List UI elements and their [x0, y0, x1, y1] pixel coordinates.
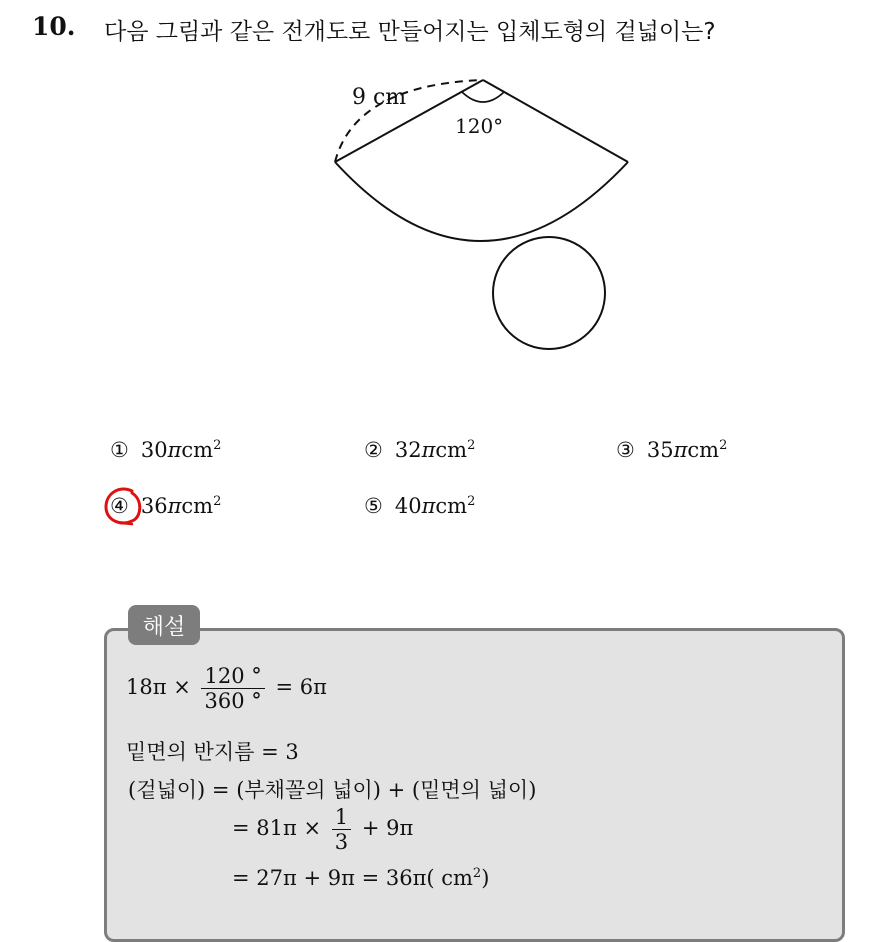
choice-unit: cm	[181, 494, 214, 518]
choice-2[interactable]	[364, 438, 475, 462]
angle-label: 120°	[455, 114, 504, 138]
fraction-denominator: 360 °	[204, 689, 262, 714]
choice-number: ⑤	[364, 494, 383, 518]
solution-text: = 6π	[275, 675, 327, 700]
choice-number: ③	[616, 438, 635, 462]
solution-text: )	[481, 866, 490, 890]
choice-exponent: 2	[719, 438, 728, 453]
choice-exponent: 2	[467, 494, 476, 509]
choice-unit: cm	[435, 494, 468, 518]
choice-unit: cm	[181, 438, 214, 462]
question-text: 다음 그림과 같은 전개도로 만들어지는 입체도형의 겉넓이는?	[104, 19, 716, 45]
choice-exponent: 2	[213, 494, 222, 509]
radius-label: 9 cm	[352, 85, 407, 110]
solution-line-4	[232, 805, 413, 854]
choice-number: ②	[364, 438, 383, 462]
fraction	[332, 805, 351, 854]
choice-value: 30	[140, 438, 168, 462]
choice-number: ④	[110, 494, 129, 518]
choice-5[interactable]	[364, 494, 475, 518]
answer-mark-circle	[102, 487, 144, 527]
solution-line-1	[126, 664, 327, 713]
fraction-numerator: 1	[332, 805, 351, 830]
choice-1[interactable]	[110, 438, 221, 462]
fraction-numerator: 120 °	[201, 664, 264, 689]
choice-unit: cm	[687, 438, 720, 462]
choice-pi: π	[421, 438, 436, 462]
solution-line-3: (겉넓이) = (부채꼴의 넓이) + (밑면의 넓이)	[128, 778, 537, 802]
choice-value: 40	[394, 494, 422, 518]
solution-text: = 27π + 9π = 36π( cm	[232, 866, 473, 890]
solution-tag: 해설	[128, 605, 200, 645]
choice-unit: cm	[435, 438, 468, 462]
choice-3[interactable]	[616, 438, 727, 462]
solution-text: = 81π ×	[232, 816, 322, 841]
base-circle	[493, 237, 605, 349]
choice-value: 35	[646, 438, 674, 462]
solution-text: 18π ×	[126, 675, 191, 700]
choice-value: 36	[140, 494, 168, 518]
choice-pi: π	[167, 438, 182, 462]
sector-right-radius	[483, 80, 628, 162]
choice-value: 32	[394, 438, 422, 462]
fraction-denominator: 3	[334, 830, 349, 855]
solution-exponent: 2	[472, 866, 482, 881]
choice-pi: π	[673, 438, 688, 462]
fraction	[201, 664, 264, 713]
choice-pi: π	[167, 494, 182, 518]
choice-exponent: 2	[467, 438, 476, 453]
solution-text: + 9π	[361, 816, 414, 841]
choice-number: ①	[110, 438, 129, 462]
sector-arc	[335, 162, 628, 241]
angle-mark	[462, 92, 504, 102]
net-figure	[0, 0, 884, 420]
choice-pi: π	[421, 494, 436, 518]
solution-line-5	[232, 866, 489, 890]
solution-line-2: 밑면의 반지름 = 3	[126, 740, 299, 764]
question-number: 10.	[32, 12, 76, 41]
choice-exponent: 2	[213, 438, 222, 453]
